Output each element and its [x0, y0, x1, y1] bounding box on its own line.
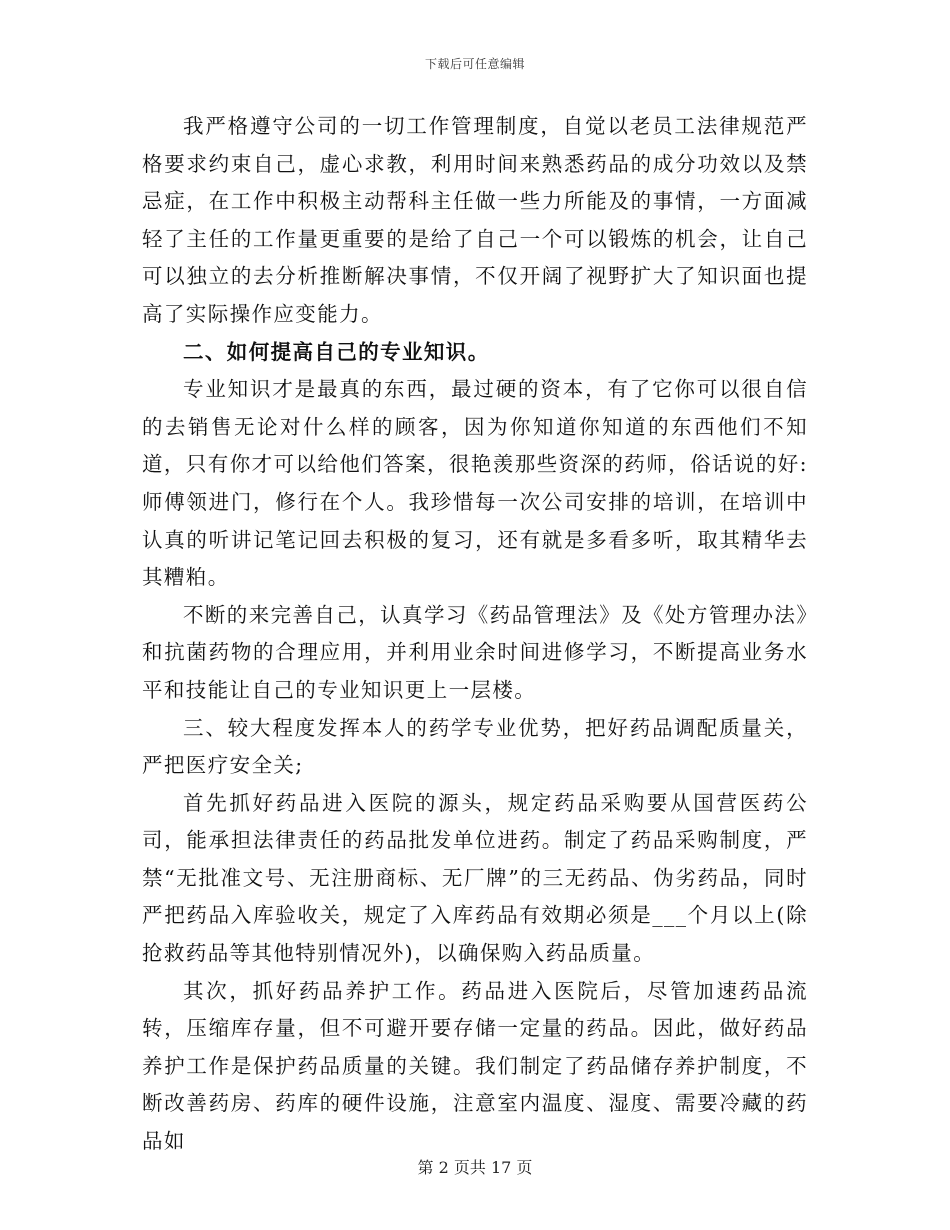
page-header: 下载后可任意编辑 — [424, 57, 525, 71]
paragraph-drug-procurement: 首先抓好药品进入医院的源头，规定药品采购要从国营医药公司，能承担法律责任的药品批发单位进药。制定了药品采购制度，严禁“无批准文号、无注册商标、无厂牌”的三无药品、伪劣药品，同时严把药品入库验收关，规定了入库药品有效期必须是___个月以上(除抢救药品等其他特别情况外)，以确保购入药品质量。 — [142, 790, 808, 966]
page-number-footer: 第 2 页共 17 页 — [417, 1158, 533, 1177]
paragraph-work-rules: 我严格遵守公司的一切工作管理制度，自觉以老员工法律规范严格要求约束自己，虚心求教，利用时间来熟悉药品的成分功效以及禁忌症，在工作中积极主动帮科主任做一些力所能及的事情，一方面减轻了主任的工作量更重要的是给了自己一个可以锻炼的机会，让自己可以独立的去分析推断解决事情，不仅开阔了视野扩大了知识面也提高了实际操作应变能力。 — [142, 114, 808, 326]
paragraph-self-improvement: 不断的来完善自己，认真学习《药品管理法》及《处方管理办法》和抗菌药物的合理应用，并利用业余时间进修学习，不断提高业务水平和技能让自己的专业知识更上一层楼。 — [142, 602, 808, 702]
paragraph-drug-maintenance: 其次，抓好药品养护工作。药品进入医院后，尽管加速药品流转，压缩库存量，但不可避开要存储一定量的药品。因此，做好药品养护工作是保护药品质量的关键。我们制定了药品储存养护制度，不断改善药房、药库的硬件设施，注意室内温度、湿度、需要冷藏的药品如 — [142, 978, 808, 1154]
document-body — [142, 108, 808, 1161]
section-heading-pharmacy-advantage: 三、较大程度发挥本人的药学专业优势，把好药品调配质量关，严把医疗安全关; — [142, 715, 808, 778]
paragraph-professional-knowledge: 专业知识才是最真的东西，最过硬的资本，有了它你可以很自信的去销售无论对什么样的顾客，因为你知道你知道的东西他们不知道，只有你才可以给他们答案，很艳羡那些资深的药师，俗话说的好:师傅领进门，修行在个人。我珍惜每一次公司安排的培训，在培训中认真的听讲记笔记回去积极的复习，还有就是多看多听，取其精华去其糟粕。 — [142, 377, 808, 590]
section-heading-professional-knowledge: 二、如何提高自己的专业知识。 — [183, 339, 490, 364]
